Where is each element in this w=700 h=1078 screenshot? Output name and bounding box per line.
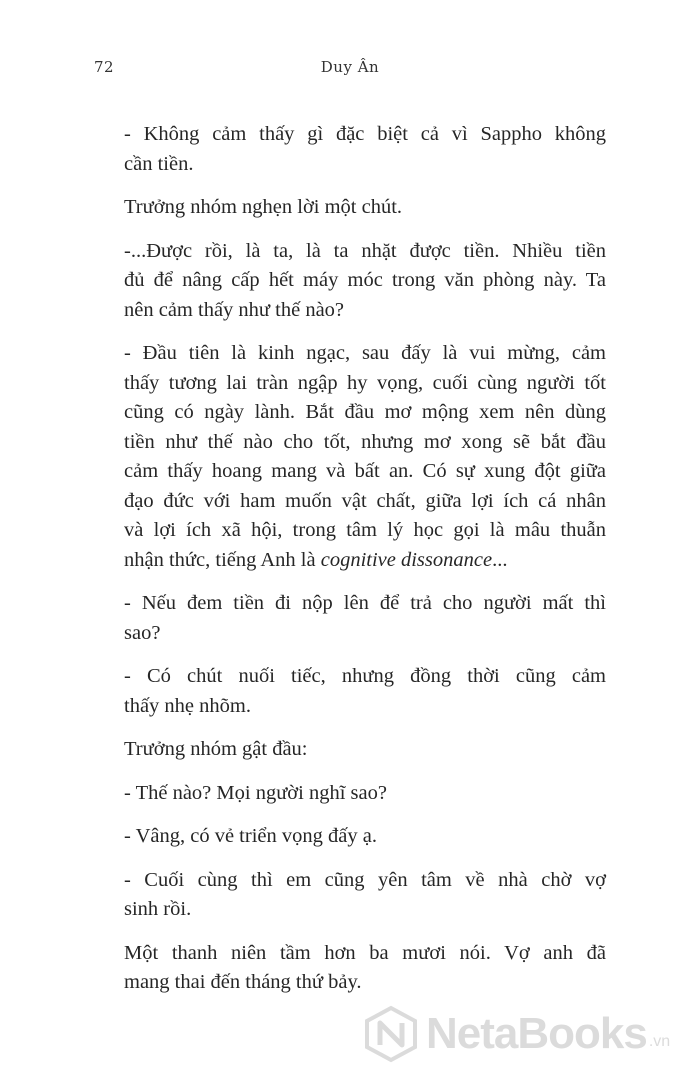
page-number: 72	[94, 58, 115, 76]
paragraph-11	[124, 939, 606, 998]
text-line: thấy nhẹ nhõm.	[124, 694, 251, 717]
paragraph-5	[124, 589, 606, 648]
watermark	[362, 1003, 692, 1065]
text-line: đạo đức với ham muốn vật chất, giữa lợi ích cá nhân	[124, 489, 606, 512]
text-line	[124, 546, 606, 576]
text-line: và lợi ích xã hội, trong tâm lý học gọi là mâu thuẫn	[124, 519, 606, 541]
text-line: Trưởng nhóm nghẹn lời một chút.	[124, 196, 403, 218]
text-fragment: nhận thức, tiếng Anh là	[124, 548, 321, 571]
text-line: - Thế nào? Mọi người nghĩ sao?	[124, 781, 387, 804]
paragraph-10	[124, 866, 606, 925]
body-text	[124, 120, 606, 1012]
paragraph-3	[124, 237, 606, 326]
text-line: - Cuối cùng thì em cũng yên tâm về nhà chờ vợ	[124, 868, 606, 891]
netabooks-logo-icon	[362, 1005, 420, 1063]
paragraph-7	[124, 735, 606, 765]
text-line: - Vâng, có vẻ triển vọng đấy ạ.	[124, 825, 377, 847]
text-line: cảm thấy hoang mang và bất an. Có sự xung đột giữa	[124, 460, 606, 482]
text-line: Trưởng nhóm gật đầu:	[124, 738, 308, 760]
watermark-suffix: .vn	[648, 1033, 671, 1050]
text-line: nên cảm thấy như thế nào?	[124, 298, 345, 321]
paragraph-1	[124, 120, 606, 179]
text-line: Một thanh niên tầm hơn ba mươi nói. Vợ anh đã	[124, 941, 606, 964]
text-line: sinh rồi.	[124, 898, 192, 920]
paragraph-8	[124, 779, 606, 809]
running-head: Duy Ân	[320, 58, 380, 76]
paragraph-2	[124, 193, 606, 223]
text-line: - Có chút nuối tiếc, nhưng đồng thời cũng cảm	[124, 665, 606, 687]
text-line: đủ để nâng cấp hết máy móc trong văn phòng này. Ta	[124, 269, 606, 291]
text-line: cũng có ngày lành. Bắt đầu mơ mộng xem nên dùng	[124, 401, 606, 423]
text-line: sao?	[124, 621, 161, 644]
page-header	[94, 58, 606, 82]
paragraph-6	[124, 662, 606, 721]
text-line: - Không cảm thấy gì đặc biệt cả vì Sappho không	[124, 123, 606, 145]
text-line: mang thai đến tháng thứ bảy.	[124, 971, 362, 993]
text-line: - Đầu tiên là kinh ngạc, sau đấy là vui mừng, cảm	[124, 342, 606, 364]
text-line: thấy tương lai tràn ngập hy vọng, cuối cùng người tốt	[124, 371, 606, 394]
text-line: cần tiền.	[124, 152, 194, 175]
paragraph-4	[124, 339, 606, 575]
paragraph-9	[124, 822, 606, 852]
text-line: - Nếu đem tiền đi nộp lên để trả cho người mất thì	[124, 592, 606, 614]
text-line: -...Được rồi, là ta, là ta nhặt được tiền. Nhiều tiền	[124, 239, 606, 262]
text-fragment: ...	[492, 548, 508, 571]
watermark-brand: NetaBooks	[426, 1009, 647, 1058]
italic-term: cognitive dissonance	[320, 548, 493, 571]
text-line: tiền như thế nào cho tốt, nhưng mơ xong sẽ bắt đầu	[124, 430, 606, 453]
